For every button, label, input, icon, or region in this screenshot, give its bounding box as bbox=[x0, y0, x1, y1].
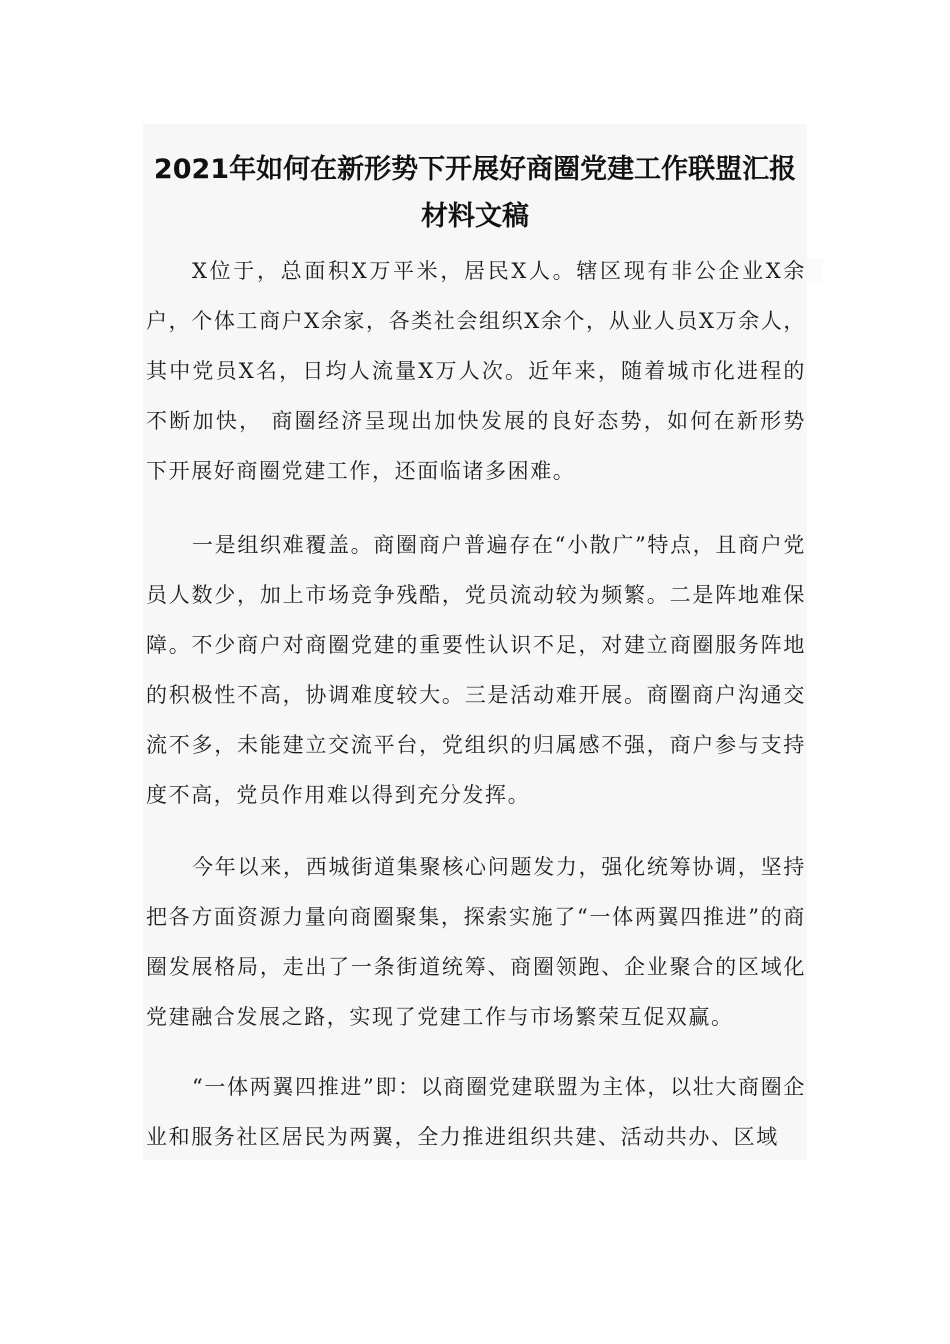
document-title: 2021年如何在新形势下开展好商圈党建工作联盟汇报材料文稿 bbox=[153, 154, 797, 233]
margin-mark bbox=[807, 258, 823, 284]
paragraph-overview: X位于，总面积X万平米，居民X人。辖区现有非公企业X余户，个体工商户X余家，各类社会组织X余个，从业人员X万余人，其中党员X名，日均人流量X万人次。近年来，随着城市化进程的不断加快， 商圈经济呈现出加快发展的良好态势，如何在新形势下开展好商圈党建工作，还面临诸多困难。 bbox=[146, 259, 806, 483]
paragraph-measures: 今年以来，西城街道集聚核心问题发力，强化统筹协调，坚持把各方面资源力量向商圈聚集，探索实施了“一体两翼四推进”的商圈发展格局，走出了一条街道统筹、商圈领跑、企业聚合的区域化党建融合发展之路，实现了党建工作与市场繁荣互促双赢。 bbox=[146, 855, 806, 1029]
page-bottom-margin bbox=[0, 1160, 950, 1344]
paragraph-difficulties: 一是组织难覆盖。商圈商户普遍存在“小散广”特点，且商户党员人数少，加上市场竞争残酷，党员流动较为频繁。二是阵地难保障。不少商户对商圈党建的重要性认识不足，对建立商圈服务阵地的积极性不高，协调难度较大。三是活动难开展。商圈商户沟通交流不多，未能建立交流平台，党组织的归属感不强，商户参与支持度不高，党员作用难以得到充分发挥。 bbox=[146, 533, 806, 807]
paragraph-framework: “一体两翼四推进”即：以商圈党建联盟为主体，以壮大商圈企业和服务社区居民为两翼，全力推进组织共建、活动共办、区域 bbox=[146, 1075, 806, 1149]
